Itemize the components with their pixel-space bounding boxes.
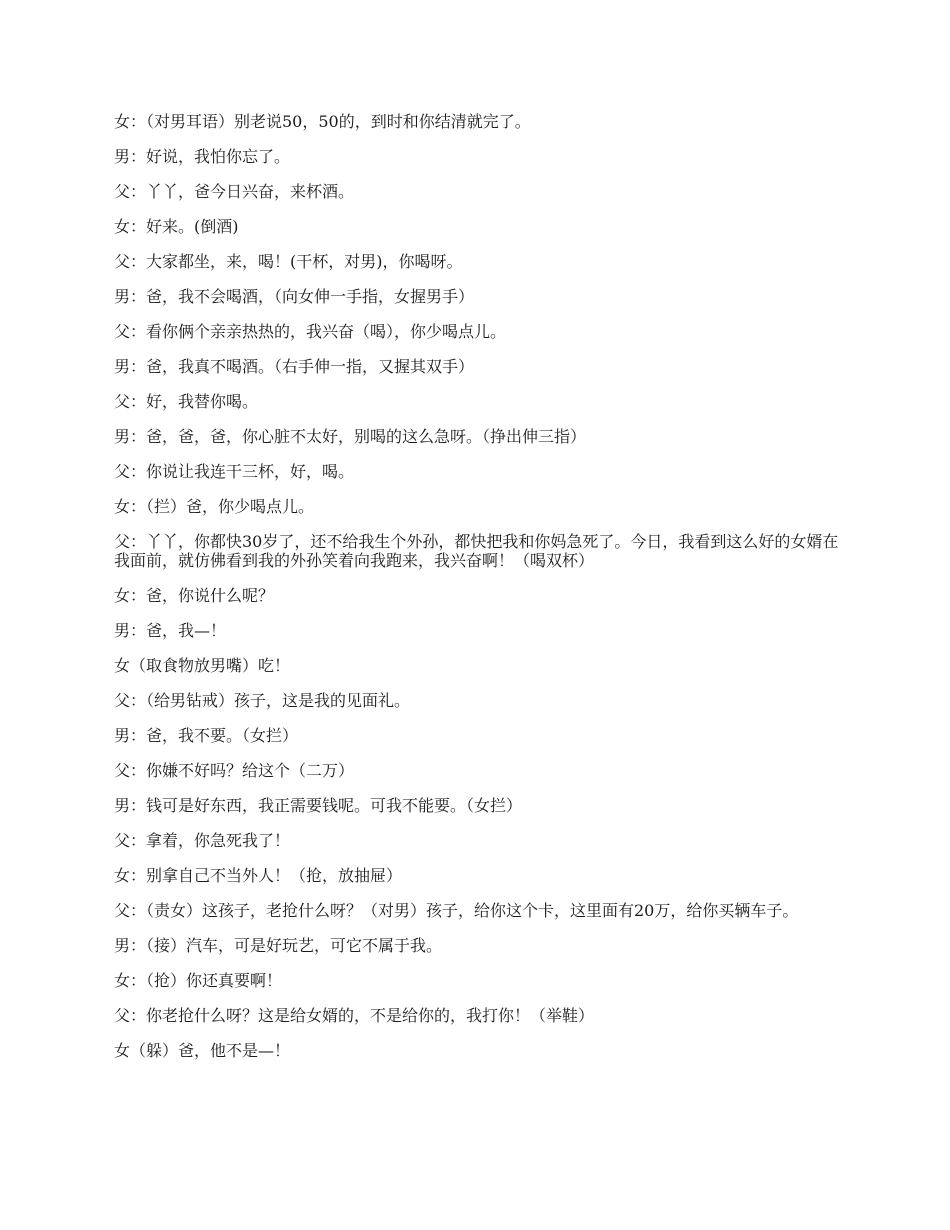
script-dialogue (114, 112, 840, 1060)
dialogue-line: 女：爸，你说什么呢？ (114, 586, 275, 605)
dialogue-line: 父：丫丫，你都快30岁了，还不给我生个外孙，都快把我和你妈急死了。今日，我看到这么好的女婿在我面前，就仿佛看到我的外孙笑着向我跑来，我兴奋啊！（喝双杯） (114, 532, 839, 570)
dialogue-line: 父：你嫌不好吗？给这个（二万） (114, 761, 355, 780)
dialogue-line: 父：你说让我连干三杯，好，喝。 (114, 462, 355, 481)
dialogue-line: 男：爸，我—！ (114, 621, 227, 640)
dialogue-line: 男：爸，我不要。（女拦） (114, 726, 299, 745)
dialogue-line: 男：钱可是好东西，我正需要钱呢。可我不能要。（女拦） (114, 796, 523, 815)
dialogue-line: 父：拿着，你急死我了！ (114, 831, 291, 850)
dialogue-line: 男：爸，爸，爸，你心脏不太好，别喝的这么急呀。（挣出伸三指） (114, 427, 587, 446)
dialogue-line: 女：（拦）爸，你少喝点儿。 (114, 497, 315, 516)
dialogue-line: 父：（给男钻戒）孩子，这是我的见面礼。 (114, 691, 411, 710)
dialogue-line: 女：（抢）你还真要啊！ (114, 971, 283, 990)
dialogue-line: 父：你老抢什么呀？这是给女婿的，不是给你的，我打你！（举鞋） (114, 1006, 595, 1025)
dialogue-line: 男：爸，我真不喝酒。（右手伸一指，又握其双手） (114, 357, 475, 376)
dialogue-line: 父：丫丫，爸今日兴奋，来杯酒。 (114, 182, 355, 201)
dialogue-line: 女（取食物放男嘴）吃！ (114, 656, 291, 675)
dialogue-line: 父：（责女）这孩子，老抢什么呀？（对男）孩子，给你这个卡，这里面有20万，给你买辆车子。 (114, 901, 799, 920)
dialogue-line: 女：（对男耳语）别老说50，50的，到时和你结清就完了。 (114, 112, 531, 131)
dialogue-line: 女：别拿自己不当外人！（抢，放抽屉） (114, 866, 403, 885)
dialogue-line: 父：大家都坐，来，喝！(干杯，对男)，你喝呀。 (114, 252, 463, 271)
dialogue-line: 男：（接）汽车，可是好玩艺，可它不属于我。 (114, 936, 443, 955)
dialogue-line: 父：好，我替你喝。 (114, 392, 259, 411)
dialogue-line: 男：好说，我怕你忘了。 (114, 147, 291, 166)
dialogue-line: 父：看你俩个亲亲热热的，我兴奋（喝），你少喝点儿。 (114, 322, 507, 341)
dialogue-line: 女：好来。(倒酒) (114, 217, 239, 236)
dialogue-line: 男：爸，我不会喝酒，（向女伸一手指，女握男手） (114, 287, 475, 306)
dialogue-line: 女（躲）爸，他不是—！ (114, 1041, 291, 1060)
